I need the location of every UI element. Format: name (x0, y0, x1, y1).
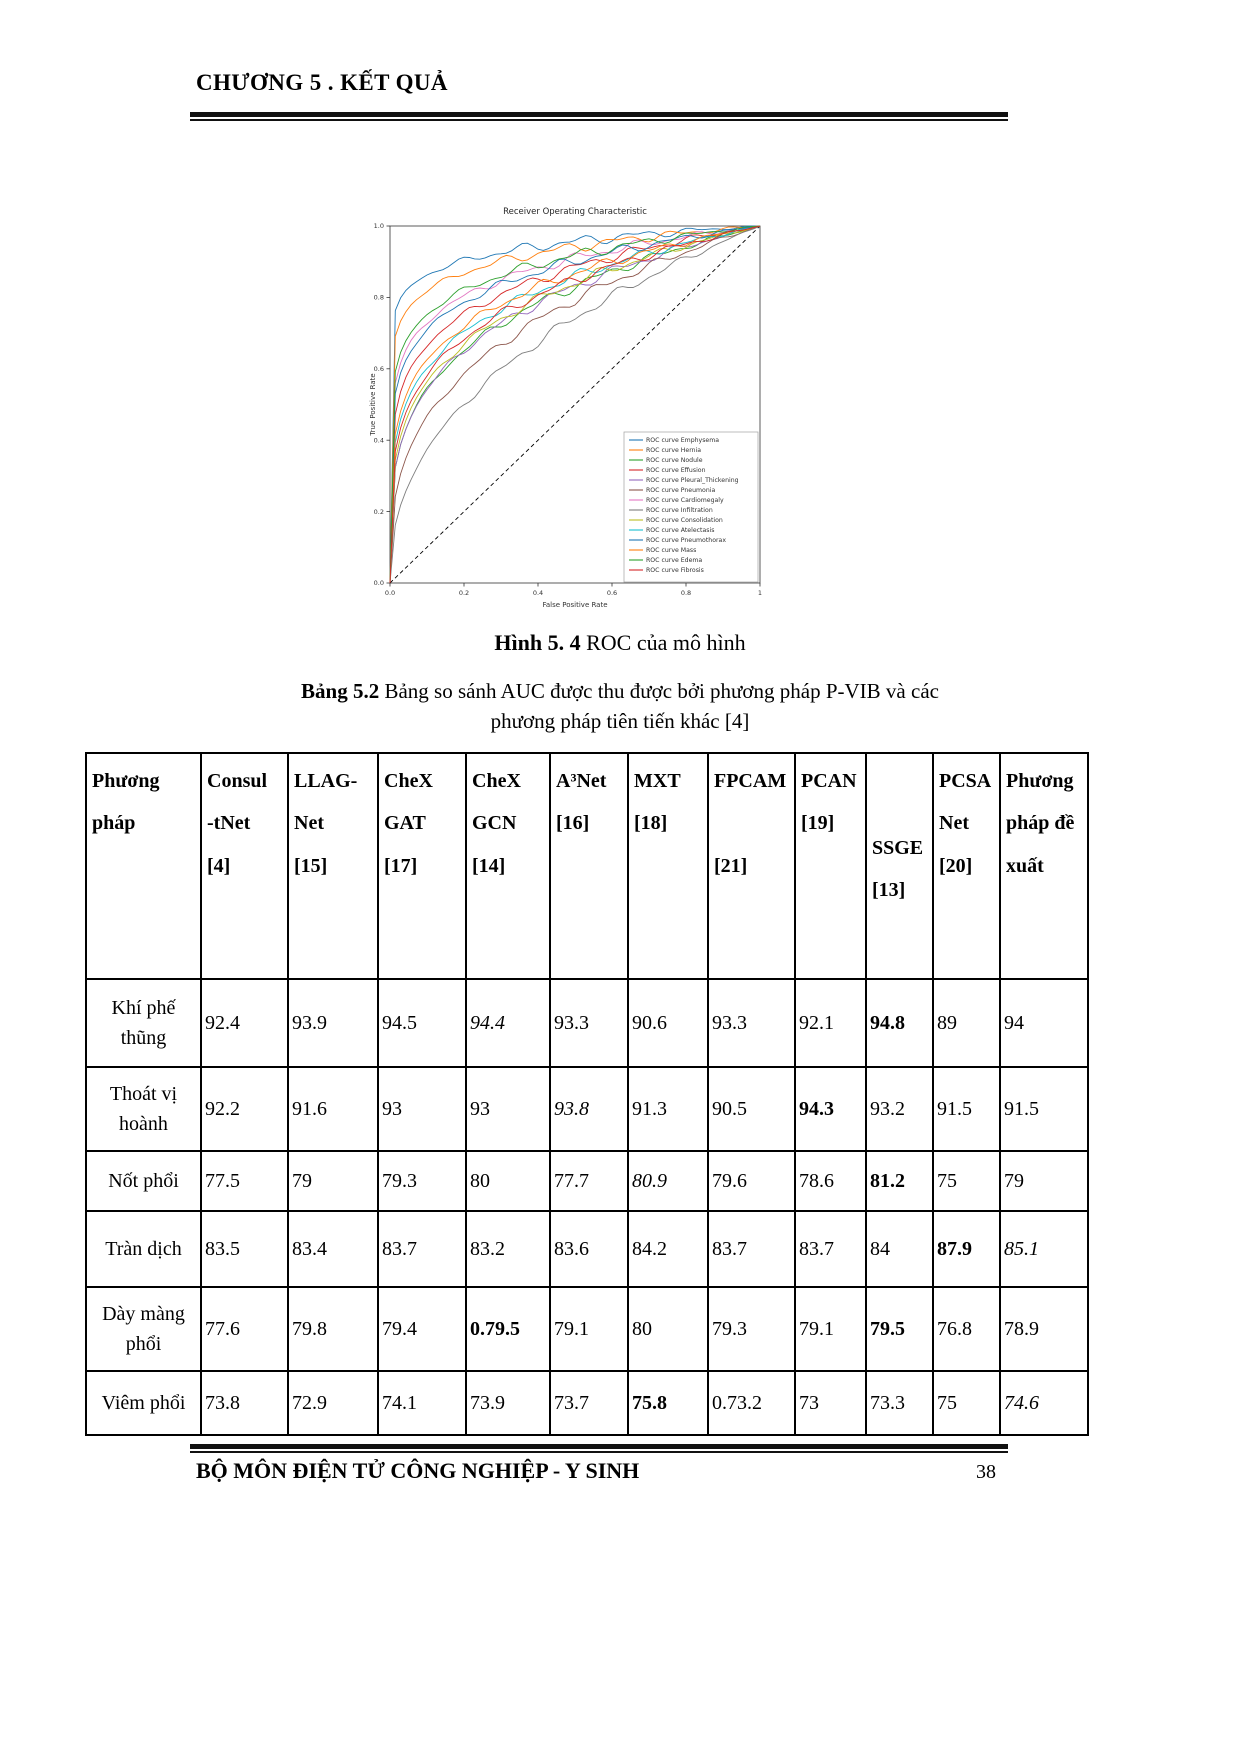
table-cell: 83.7 (378, 1211, 466, 1287)
table-cell: 75 (933, 1371, 1000, 1435)
table-cell: 93.3 (708, 979, 795, 1067)
table-cell: 83.4 (288, 1211, 378, 1287)
y-tick-label: 0.8 (373, 293, 384, 302)
legend-label: ROC curve Edema (646, 557, 703, 565)
table-cell: 92.2 (201, 1067, 288, 1151)
header-line (714, 802, 792, 844)
table-cell: 79.4 (378, 1287, 466, 1371)
table-cell: 77.6 (201, 1287, 288, 1371)
table-cell: 78.9 (1000, 1287, 1088, 1371)
header-line: CheX (384, 770, 433, 792)
header-line: A³Net (556, 770, 607, 792)
header-line: PCAN (801, 770, 857, 792)
header-line: [19] (801, 812, 835, 835)
table-header-col9 (866, 753, 933, 979)
table-cell: 90.5 (708, 1067, 795, 1151)
row-label: Viêm phổi (86, 1371, 201, 1435)
table-header-col5 (550, 753, 628, 979)
figure-caption (0, 630, 1240, 656)
table-cell: 94.3 (795, 1067, 866, 1151)
header-line: [20] (939, 854, 973, 877)
table-cell: 72.9 (288, 1371, 378, 1435)
legend-label: ROC curve Infiltration (646, 507, 713, 515)
table-cell: 94.8 (866, 979, 933, 1067)
table-cell: 91.3 (628, 1067, 708, 1151)
legend-label: ROC curve Effusion (646, 467, 706, 475)
table-header-col11 (1000, 753, 1088, 979)
row-label: Nốt phổi (86, 1151, 201, 1211)
header-line: [21] (714, 854, 748, 877)
header-line: LLAG- (294, 770, 358, 792)
table-cell: 75 (933, 1151, 1000, 1211)
table-cell: 90.6 (628, 979, 708, 1067)
figure-caption-number: Hình 5. 4 (494, 630, 581, 655)
table-cell: 81.2 (866, 1151, 933, 1211)
legend-label: ROC curve Pleural_Thickening (646, 477, 739, 485)
header-line: CheX (472, 770, 521, 792)
page-number: 38 (976, 1461, 996, 1483)
table-cell: 92.1 (795, 979, 866, 1067)
table-cell: 84.2 (628, 1211, 708, 1287)
header-line: Phương (1006, 770, 1074, 792)
table-cell: 79.1 (550, 1287, 628, 1371)
header-line: MXT (634, 770, 681, 792)
table-caption-line2: phương pháp tiên tiến khác [4] (490, 709, 750, 734)
table-cell: 76.8 (933, 1287, 1000, 1371)
x-tick-label: 0.2 (458, 589, 470, 597)
table-cell: 83.5 (201, 1211, 288, 1287)
header-line: Phương (92, 770, 160, 792)
table-cell: 94.4 (466, 979, 550, 1067)
legend-label: ROC curve Consolidation (646, 517, 723, 525)
table-header-col8 (795, 753, 866, 979)
y-tick-label: 0.6 (373, 365, 384, 373)
table-cell: 73.7 (550, 1371, 628, 1435)
header-line: xuất (1006, 854, 1044, 877)
table-cell: 77.7 (550, 1151, 628, 1211)
table-cell: 83.7 (708, 1211, 795, 1287)
table-header-col1 (201, 753, 288, 979)
table-cell: 93.9 (288, 979, 378, 1067)
legend-label: ROC curve Emphysema (646, 437, 720, 445)
table-row (86, 1067, 1088, 1151)
table-cell: 85.1 (1000, 1211, 1088, 1287)
table-caption-number: Bảng 5.2 (301, 679, 380, 703)
table-row (86, 1287, 1088, 1371)
table-header-col3 (378, 753, 466, 979)
footer-department: BỘ MÔN ĐIỆN TỬ CÔNG NGHIỆP - Y SINH (196, 1458, 640, 1483)
table-cell: 73 (795, 1371, 866, 1435)
legend-label: ROC curve Atelectasis (646, 527, 715, 535)
table-cell: 79.8 (288, 1287, 378, 1371)
table-cell: 93 (466, 1067, 550, 1151)
roc-chart-svg (366, 198, 790, 622)
header-line: Net (939, 812, 969, 835)
table-header-col2 (288, 753, 378, 979)
y-tick-label: 0.0 (373, 579, 384, 588)
comparison-table (85, 752, 1089, 1436)
legend-label: ROC curve Hernia (646, 447, 702, 455)
header-line: [15] (294, 854, 328, 877)
legend-label: ROC curve Fibrosis (646, 567, 704, 575)
table-caption-line1 (120, 676, 1120, 706)
header-line: -tNet (207, 812, 251, 835)
table-cell: 80 (628, 1287, 708, 1371)
table-cell: 73.9 (466, 1371, 550, 1435)
table-cell: 79.3 (708, 1287, 795, 1371)
table-cell: 94.5 (378, 979, 466, 1067)
table-cell: 91.5 (1000, 1067, 1088, 1151)
legend-label: ROC curve Cardiomegaly (646, 497, 724, 505)
table-cell: 94 (1000, 979, 1088, 1067)
table-cell: 91.6 (288, 1067, 378, 1151)
table-cell: 73.8 (201, 1371, 288, 1435)
header-line: GAT (384, 812, 426, 835)
x-axis-label: False Positive Rate (542, 601, 608, 609)
table-cell: 79 (1000, 1151, 1088, 1211)
table-cell: 84 (866, 1211, 933, 1287)
header-line: PCSA (939, 770, 992, 792)
table-cell: 83.2 (466, 1211, 550, 1287)
header-line: [16] (556, 812, 590, 835)
header-line: GCN (472, 812, 517, 835)
table-cell: 74.6 (1000, 1371, 1088, 1435)
table-caption (120, 676, 1120, 737)
chapter-title: CHƯƠNG 5 . KẾT QUẢ (196, 70, 448, 95)
x-tick-label: 0.6 (606, 589, 618, 597)
table-cell: 89 (933, 979, 1000, 1067)
row-label: Dày màng phổi (86, 1287, 201, 1371)
header-line: SSGE (872, 836, 924, 859)
table-cell: 80.9 (628, 1151, 708, 1211)
table-cell: 83.7 (795, 1211, 866, 1287)
header-line: [18] (634, 812, 668, 835)
table-row (86, 1151, 1088, 1211)
table-cell: 79.6 (708, 1151, 795, 1211)
table-header-col10 (933, 753, 1000, 979)
table-cell: 75.8 (628, 1371, 708, 1435)
x-tick-label: 0.0 (384, 589, 396, 597)
legend-label: ROC curve Pneumonia (646, 487, 716, 495)
legend-label: ROC curve Pneumothorax (646, 537, 726, 545)
table-cell: 79.3 (378, 1151, 466, 1211)
legend-label: ROC curve Nodule (646, 457, 703, 465)
table-cell: 87.9 (933, 1211, 1000, 1287)
table-cell: 80 (466, 1151, 550, 1211)
y-axis-label: True Positive Rate (369, 373, 377, 436)
row-label: Thoát vị hoành (86, 1067, 201, 1151)
footer-rule (190, 1444, 1008, 1453)
y-tick-label: 0.2 (373, 507, 384, 516)
table-cell: 0.73.2 (708, 1371, 795, 1435)
table-header-col6 (628, 753, 708, 979)
table-row (86, 979, 1088, 1067)
table-cell: 92.4 (201, 979, 288, 1067)
footer (190, 1458, 1010, 1484)
table-cell: 83.6 (550, 1211, 628, 1287)
table-row (86, 1211, 1088, 1287)
table-cell: 0.79.5 (466, 1287, 550, 1371)
header-line: Net (294, 812, 324, 835)
table-header-method (86, 753, 201, 979)
table-caption-text: Bảng so sánh AUC được thu được bởi phương pháp P-VIB và các (379, 679, 939, 703)
y-tick-label: 1.0 (373, 222, 384, 231)
header-line: [13] (872, 879, 906, 901)
header-line: FPCAM (714, 770, 787, 792)
table-cell: 93.3 (550, 979, 628, 1067)
header-line: Consul (207, 770, 268, 792)
row-label: Khí phế thũng (86, 979, 201, 1067)
table-header-col4 (466, 753, 550, 979)
table-cell: 93.8 (550, 1067, 628, 1151)
figure-caption-text: ROC của mô hình (580, 630, 746, 655)
table-cell: 79.5 (866, 1287, 933, 1371)
header-rule (190, 112, 1008, 121)
header-line: pháp đề (1006, 812, 1075, 835)
x-tick-label: 0.8 (680, 589, 692, 597)
header-line: [14] (472, 854, 506, 877)
x-tick-label: 1 (757, 589, 763, 597)
table-cell: 73.3 (866, 1371, 933, 1435)
x-tick-label: 0.4 (532, 589, 544, 597)
roc-chart (366, 198, 790, 622)
header-line: [4] (207, 854, 231, 877)
table-cell: 79.1 (795, 1287, 866, 1371)
table-cell: 78.6 (795, 1151, 866, 1211)
table-cell: 77.5 (201, 1151, 288, 1211)
y-tick-label: 0.4 (373, 436, 384, 445)
table-cell: 74.1 (378, 1371, 466, 1435)
table-cell: 93 (378, 1067, 466, 1151)
legend-label: ROC curve Mass (646, 547, 697, 555)
header-line: pháp (92, 812, 136, 835)
table-cell: 93.2 (866, 1067, 933, 1151)
table-row (86, 1371, 1088, 1435)
header-line: [17] (384, 854, 418, 877)
table-header-col7 (708, 753, 795, 979)
chart-title: Receiver Operating Characteristic (503, 207, 647, 217)
table-cell: 91.5 (933, 1067, 1000, 1151)
table-cell: 79 (288, 1151, 378, 1211)
row-label: Tràn dịch (86, 1211, 201, 1287)
